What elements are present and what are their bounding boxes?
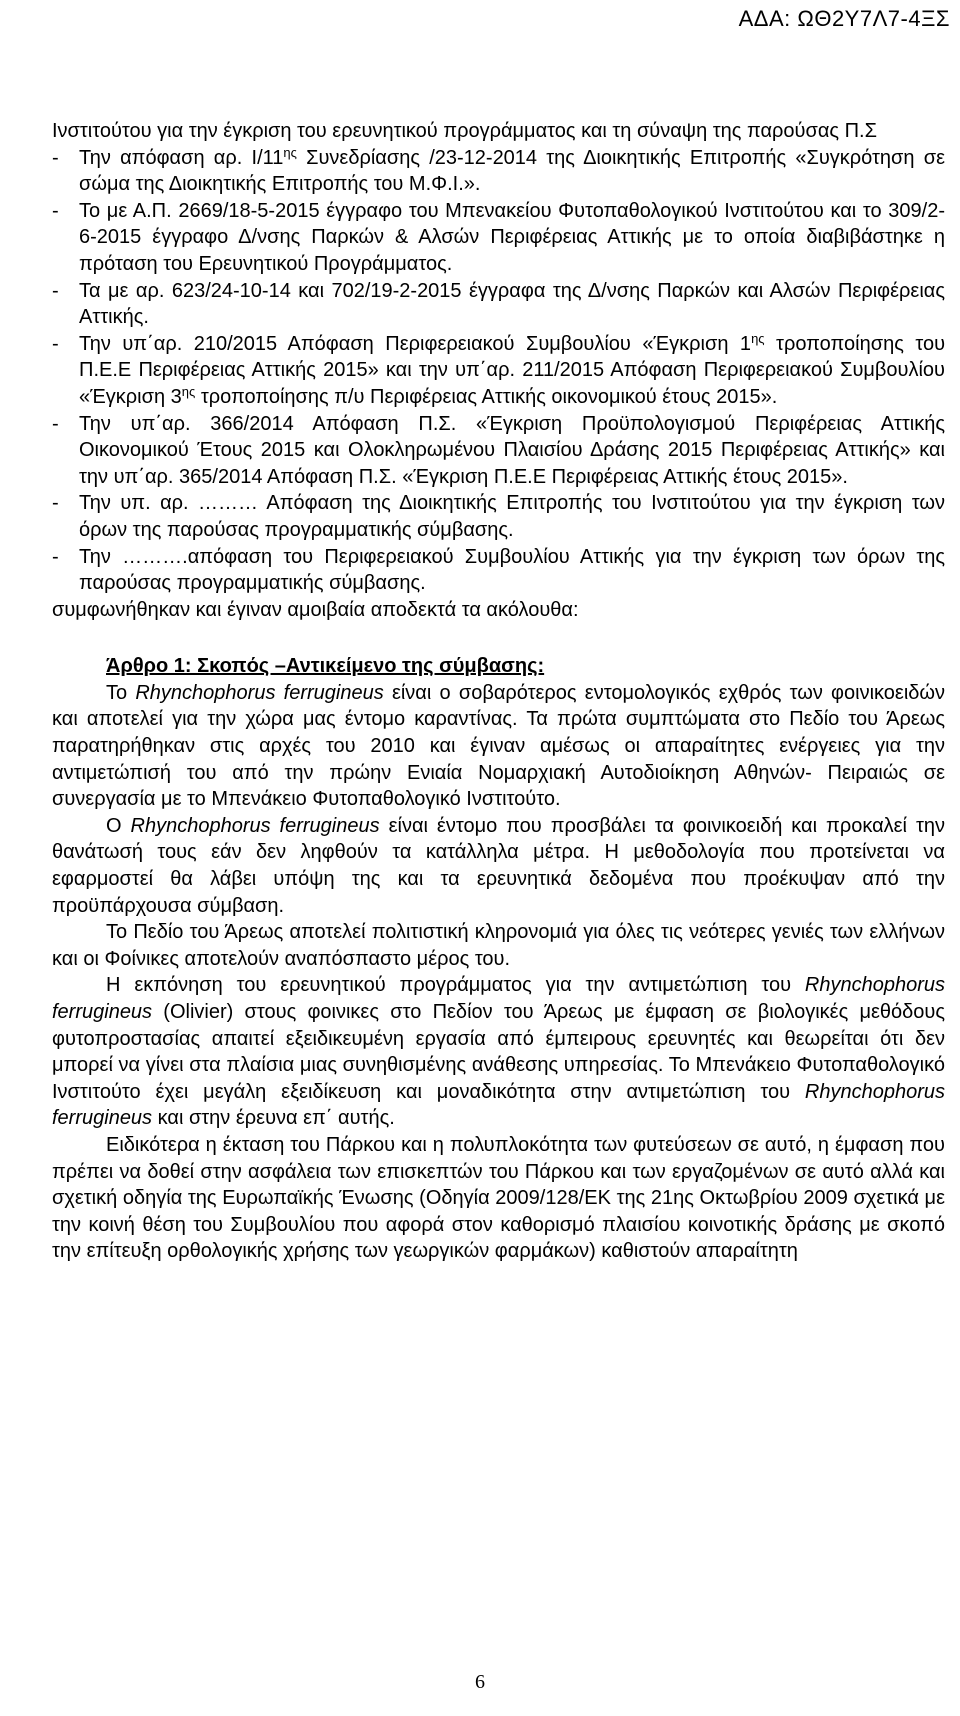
article-paragraph (52, 680, 945, 813)
consideration-item (52, 411, 945, 491)
consideration-item (52, 278, 945, 331)
article-paragraph: Το Πεδίο του Άρεως αποτελεί πολιτιστική κληρονομιά για όλες τις νεότερες γενιές των ελλήνων και οι Φοίνικες αποτελούν αναπόσπαστο μέρος του. (52, 921, 945, 970)
list-dash: - (52, 545, 59, 568)
ordinal-superscript: ης (181, 383, 196, 399)
consideration-item (52, 145, 945, 198)
consideration-item (52, 331, 945, 411)
continuation-paragraph: Ινστιτούτου για την έγκριση του ερευνητικού προγράμματος και τη σύναψη της παρούσας Π.Σ (52, 120, 877, 142)
consideration-text: Την υπ΄αρ. 210/2015 Απόφαση Περιφερειακού Συμβουλίου «Έγκριση 1 (79, 332, 752, 355)
article-paragraph: Ειδικότερα η έκταση του Πάρκου και η πολυπλοκότητα των φυτεύσεων σε αυτό, η έμφαση που πρέπει να δοθεί στην ασφάλεια των επισκεπτών του Πάρκου και των εργαζομένων σε αυτό αλλά και σχετική οδηγία της Ευρωπαϊκής Ένωσης (Οδηγία 2009/128/ΕΚ της 21ης Οκτωβρίου 2009 σχετικά με την κοινή θέση του Συμβουλίου που αφορά στον καθορισμό πλαισίου κοινοτικής δράσης με σκοπό την επίτευξη ορθολογικής χρήσης των γεωργικών φαρμάκων) καθιστούν απαραίτητη (52, 1133, 945, 1263)
species-name: Rhynchophorus ferrugineus (52, 974, 945, 1023)
section-gap (52, 623, 945, 653)
species-name: Rhynchophorus ferrugineus (130, 814, 380, 837)
consideration-text: Το με Α.Π. 2669/18-5-2015 έγγραφο του Μπενακείου Φυτοπαθολογικού Ινστιτούτου και το 309/2-6-2015 έγγραφο Δ/νσης Παρκών & Αλσών Περιφέρειας Αττικής με το οποία διαβιβάστηκε η πρόταση του Ερευνητικού Προγράμματος. (79, 199, 945, 275)
list-dash: - (52, 199, 59, 222)
document-body (52, 118, 945, 1265)
paragraph-text: και στην έρευνα επ΄ αυτής. (152, 1107, 395, 1130)
ordinal-superscript: ης (283, 144, 297, 160)
page-number: 6 (475, 1671, 485, 1693)
article-paragraph (52, 972, 945, 1132)
list-dash: - (52, 412, 59, 435)
consideration-text: Την υπ΄αρ. 366/2014 Απόφαση Π.Σ. «Έγκριση Προϋπολογισμού Περιφέρειας Αττικής Οικονομικού Έτους 2015 και Ολοκληρωμένου Πλαισίου Δράσης 2015 Περιφέρειας Αττικής» και την υπ΄αρ. 365/2014 Απόφαση Π.Σ. «Έγκριση Π.Ε.Ε Περιφέρειας Αττικής έτους 2015». (79, 412, 945, 488)
list-dash: - (52, 146, 59, 169)
paragraph-text: Η εκπόνηση του ερευνητικού προγράμματος για την αντιμετώπιση του (106, 974, 805, 997)
paragraph-text: είναι έντομο που προσβάλει τα φοινικοειδή και προκαλεί την θανάτωσή τους εάν δεν ληφθούν τα κατάλληλα μέτρα. Η μεθοδολογία που προτείνεται να εφαρμοστεί θα λάβει υπόψη της και τα ερευνητικά δεδομένα που προέκυψαν από την προϋπάρχουσα σύμβαση. (52, 814, 945, 917)
consideration-item (52, 544, 945, 597)
article-heading: Άρθρο 1: Σκοπός –Αντικείμενο της σύμβασης: (106, 655, 545, 678)
list-dash: - (52, 492, 59, 515)
consideration-text: Την απόφαση αρ. Ι/11 (79, 146, 284, 169)
consideration-text: Την υπ. αρ. ……… Απόφαση της Διοικητικής Επιτροπής του Ινστιτούτου για την έγκριση των όρων της παρούσας προγραμματικής σύμβασης. (79, 492, 945, 541)
consideration-item (52, 198, 945, 278)
ordinal-superscript: ης (751, 330, 765, 346)
species-name: Rhynchophorus ferrugineus (135, 681, 384, 704)
consideration-item (52, 490, 945, 543)
article-paragraph (52, 813, 945, 919)
species-name: Rhynchophorus ferrugineus (52, 1080, 945, 1130)
list-dash: - (52, 279, 59, 302)
paragraph-text: είναι ο σοβαρότερος εντομολογικός εχθρός των φοινικοειδών και αποτελεί για την χώρα μας έντομο καραντίνας. Τα πρώτα συμπτώματα στο Πεδίο του Άρεως παρατηρήθηκαν στις αρχές του 2010 και έγιναν αμέσως οι απαραίτητες ενέργειες για την αντιμετώπισή του από την πρώην Ενιαία Νομαρχιακή Αυτοδιοίκηση Αθηνών- Πειραιώς σε συνεργασία με το Μπενάκειο Φυτοπαθολογικό Ινστιτούτο. (52, 681, 946, 811)
paragraph-text: (Olivier) στους φοινικες στο Πεδίον του Άρεως με έμφαση σε βιολογικές μεθόδους φυτοπροστασίας απαιτεί εξειδικευμένη εργασία από έμπειρους ερευνητές και θεωρείται ότι δεν μπορεί να γίνει στα πλαίσια μιας συνηθισμένης ανάθεσης υπηρεσίας. Το Μπενάκειο Φυτοπαθολογικό Ινστιτούτο έχει μεγάλη εξειδίκευση και μοναδικότητα στην αντιμετώπιση του (52, 1001, 945, 1103)
agreement-line: συμφωνήθηκαν και έγιναν αμοιβαία αποδεκτά τα ακόλουθα: (52, 598, 579, 621)
consideration-text: τροποποίησης του Π.Ε.Ε Περιφέρειας Αττικής 2015» και την υπ΄αρ. 211/2015 Απόφαση Περιφερειακού Συμβουλίου «Έγκριση 3 (79, 332, 946, 408)
consideration-text: τροποποίησης π/υ Περιφέρειας Αττικής οικονομικού έτους 2015». (195, 385, 778, 408)
consideration-text: Την ……….απόφαση του Περιφερειακού Συμβουλίου Αττικής για την έγκριση των όρων της παρούσας προγραμματικής σύμβασης. (79, 545, 945, 595)
consideration-text: Τα με αρ. 623/24-10-14 και 702/19-2-2015 έγγραφα της Δ/νσης Παρκών και Αλσών Περιφέρειας Αττικής. (79, 279, 945, 329)
consideration-text: Συνεδρίασης /23-12-2014 της Διοικητικής Επιτροπής «Συγκρότηση σε σώμα της Διοικητικής Επιτροπής του Μ.Φ.Ι.». (79, 146, 945, 196)
paragraph-text: Ο (106, 814, 131, 837)
paragraph-text: Το (106, 681, 136, 704)
list-dash: - (52, 332, 59, 355)
ada-code: ΑΔΑ: ΩΘ2Υ7Λ7-4ΞΣ (738, 6, 950, 31)
